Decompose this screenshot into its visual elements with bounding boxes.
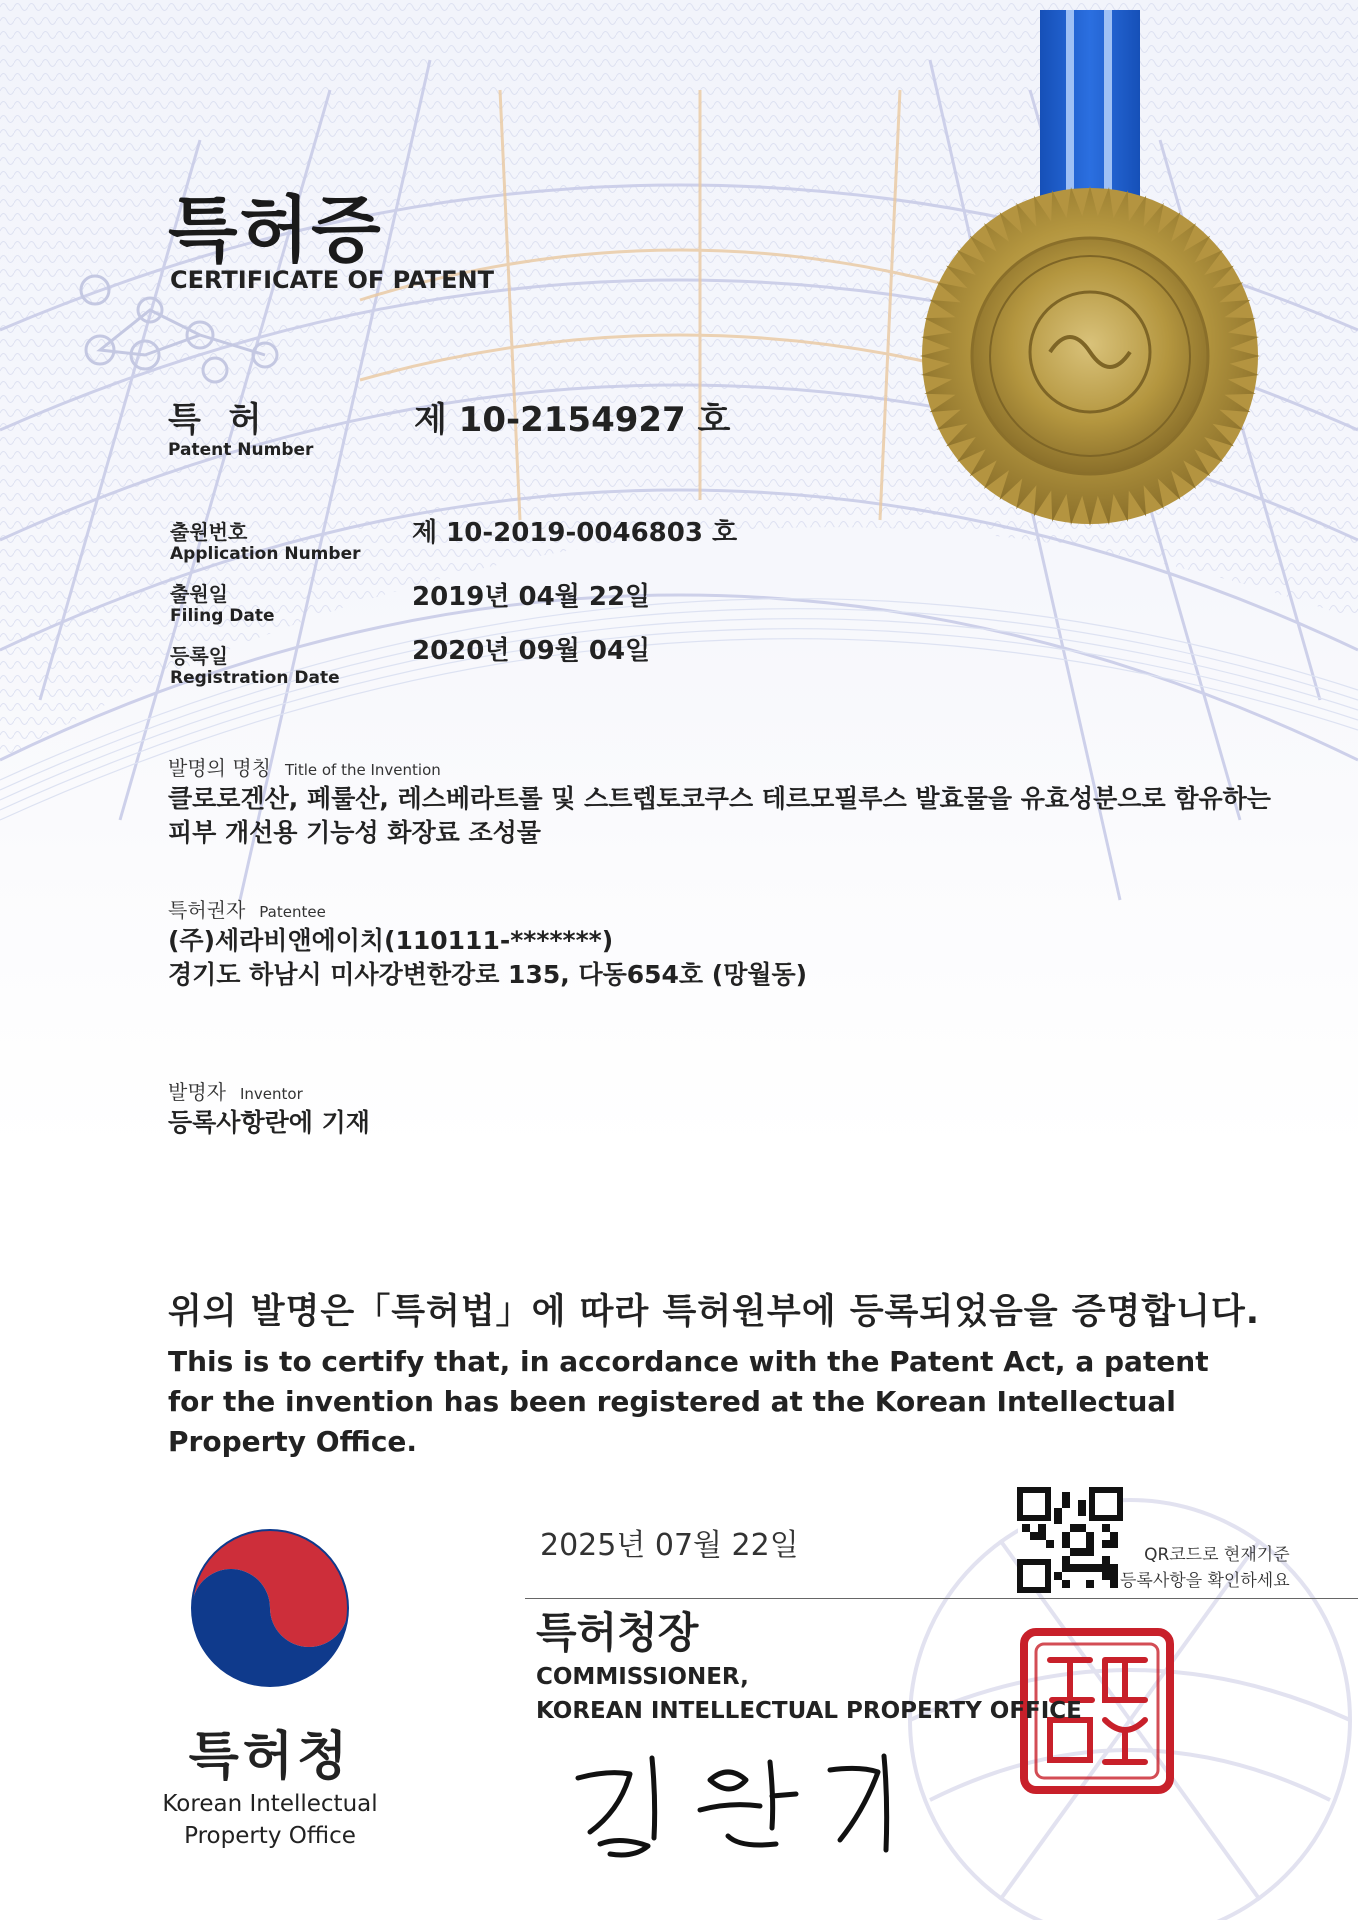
qr-note-line2: 등록사항을 확인하세요 — [1120, 1571, 1290, 1591]
patent-number-label-ko: 특 허 — [168, 400, 270, 440]
invention-label — [168, 752, 441, 781]
commissioner-title-en — [536, 1660, 1236, 1728]
invention-label-ko: 발명의 명칭 — [168, 756, 271, 780]
certification-statement-ko: 위의 발명은「특허법」에 따라 특허원부에 등록되었음을 증명합니다. — [168, 1292, 1261, 1332]
invention-label-en: Title of the Invention — [284, 761, 441, 779]
application-number-value: 제 10-2019-0046803 호 — [412, 518, 738, 548]
patentee-name: (주)세라비앤에이치(110111-*******) — [168, 926, 614, 955]
signature-image — [560, 1740, 900, 1860]
patentee-address: 경기도 하남시 미사강변한강로 135, 다동654호 (망월동) — [168, 960, 808, 989]
certificate-title-en: CERTIFICATE OF PATENT — [170, 266, 494, 294]
taegeuk-logo-icon — [192, 1530, 348, 1686]
inventor-label-ko: 발명자 — [168, 1080, 226, 1104]
application-number-label-en: Application Number — [170, 544, 361, 564]
inventor-label — [168, 1076, 303, 1105]
inventor-value: 등록사항란에 기재 — [168, 1108, 370, 1137]
qr-code-icon[interactable] — [1018, 1488, 1122, 1592]
registration-date-label-en: Registration Date — [170, 668, 340, 688]
office-name-en — [148, 1788, 392, 1852]
inventor-label-en: Inventor — [239, 1085, 303, 1103]
office-name-ko: 특허청 — [188, 1727, 352, 1787]
patentee-label-en: Patentee — [259, 903, 326, 921]
patentee-label — [168, 894, 326, 923]
commissioner-title-en-line2: KOREAN INTELLECTUAL PROPERTY OFFICE — [536, 1698, 1082, 1724]
filing-date-label-en: Filing Date — [170, 606, 275, 626]
filing-date-label-ko: 출원일 — [170, 582, 228, 606]
patent-number-value: 제 10-2154927 호 — [414, 400, 731, 440]
patentee-label-ko: 특허권자 — [168, 898, 246, 922]
commissioner-title-ko: 특허청장 — [536, 1608, 699, 1657]
commissioner-title-en-line1: COMMISSIONER, — [536, 1664, 749, 1690]
invention-title-line1: 클로로겐산, 페룰산, 레스베라트롤 및 스트렙토코쿠스 테르모필루스 발효물을 유효성분으로 함유하는 — [168, 784, 1271, 813]
gold-seal-icon — [920, 186, 1260, 526]
registration-date-label-ko: 등록일 — [170, 644, 228, 668]
qr-note-line1: QR코드로 현재기준 — [1144, 1545, 1290, 1565]
invention-title-line2: 피부 개선용 기능성 화장료 조성물 — [168, 818, 541, 847]
application-number-label-ko: 출원번호 — [170, 520, 248, 544]
certificate-title-ko: 특허증 — [168, 188, 383, 272]
office-name-en-line2: Property Office — [184, 1823, 356, 1849]
office-name-en-line1: Korean Intellectual — [162, 1791, 378, 1817]
qr-note — [1120, 1542, 1290, 1594]
registration-date-value: 2020년 09월 04일 — [412, 636, 651, 666]
issue-date: 2025년 07월 22일 — [540, 1528, 799, 1563]
certification-statement-en: This is to certify that, in accordance with the Patent Act, a patent for the invention has been registered at the Korean Intellectual Property Office. — [168, 1345, 1209, 1458]
patent-number-label-en: Patent Number — [168, 440, 314, 460]
divider-line — [525, 1598, 1358, 1599]
filing-date-value: 2019년 04월 22일 — [412, 582, 651, 612]
